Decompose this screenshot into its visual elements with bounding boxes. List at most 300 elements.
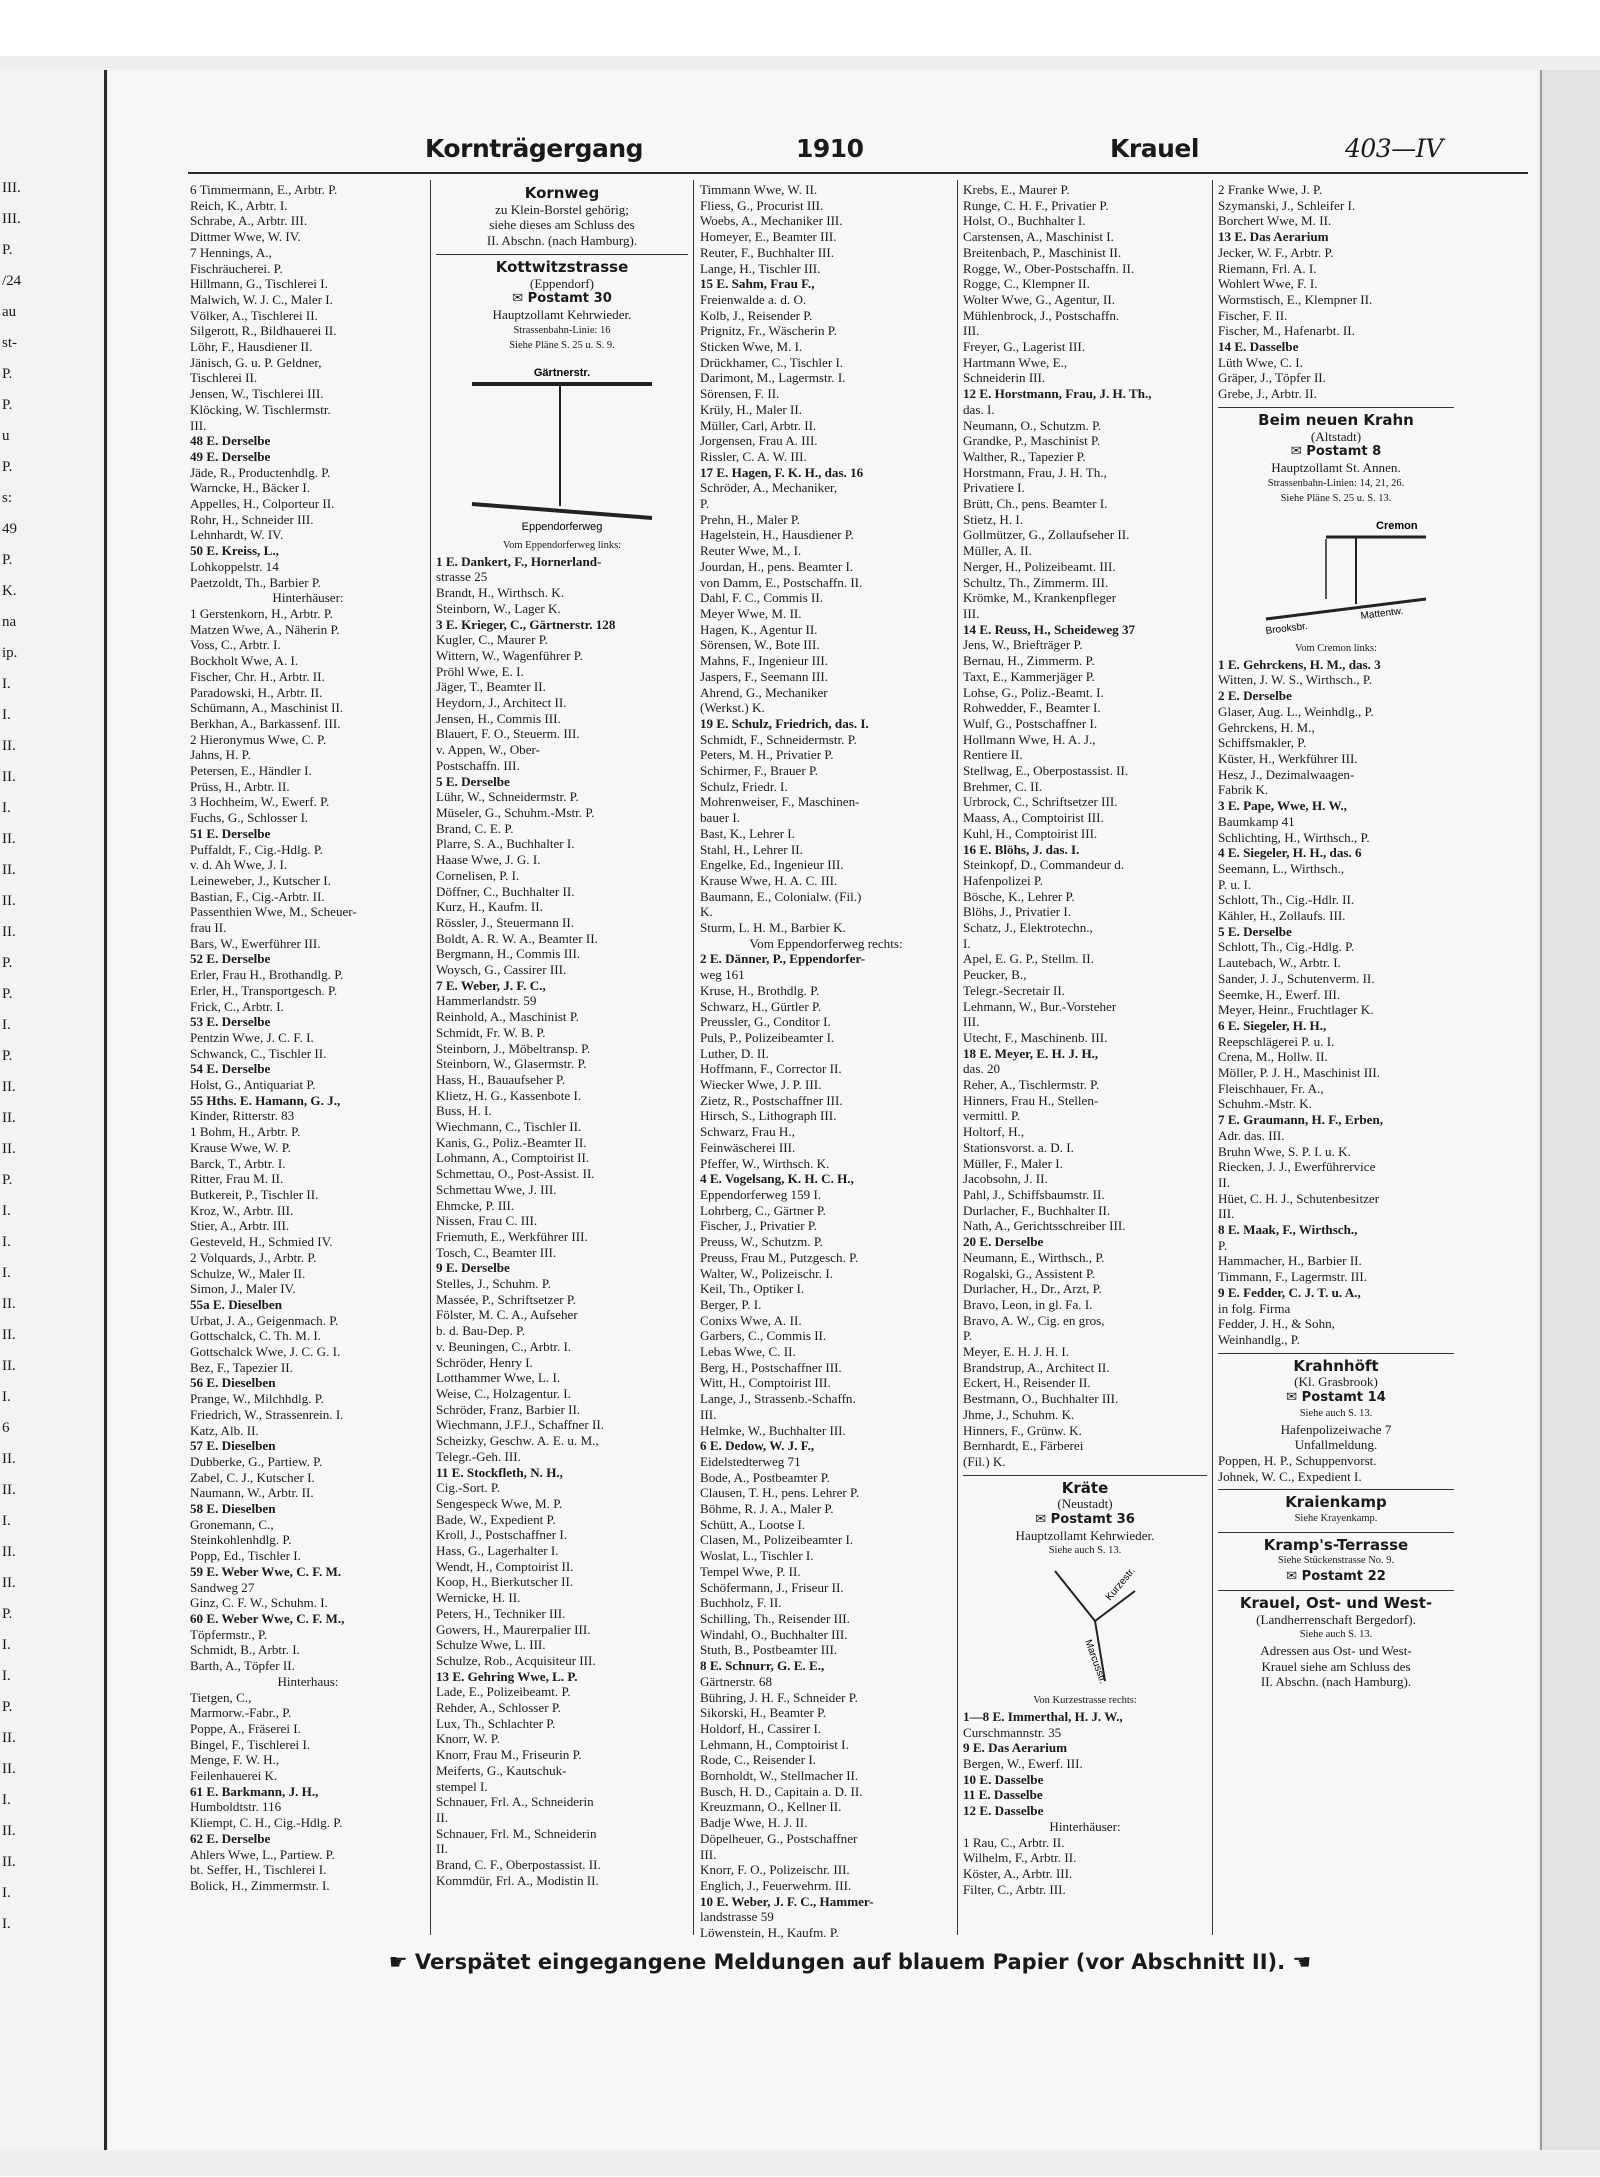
entry-line: 3 E. Pape, Wwe, H. W., [1218, 798, 1347, 814]
margin-fragment: I. [2, 1885, 11, 1901]
entry-line: 1 Gerstenkorn, H., Arbtr. P. [190, 605, 333, 621]
entry-line: Schulze Wwe, L. III. [436, 1637, 546, 1653]
entry-line: Löhr, F., Hausdiener II. [190, 339, 313, 355]
entry-line: Fischer, Chr. H., Arbtr. II. [190, 668, 325, 684]
entry-line: weg 161 [700, 967, 745, 983]
column-4 [963, 182, 1207, 2045]
margin-fragment: I. [2, 1389, 11, 1405]
entry-line: Tietgen, C., [190, 1689, 252, 1705]
entry-line: Fedder, J. H., & Sohn, [1218, 1316, 1335, 1332]
entry-line: Sörensen, F. II. [700, 386, 780, 402]
entry-line: Bergmann, H., Commis III. [436, 946, 581, 962]
entry-line: Apel, E. G. P., Stellm. II. [963, 951, 1094, 967]
entry-line: Rogge, C., Klempner II. [963, 276, 1090, 292]
entry-list [1218, 182, 1454, 402]
entry-line: Pahl, J., Schiffsbaumstr. II. [963, 1187, 1105, 1202]
entry-line: Freienwalde a. d. O. [700, 291, 807, 307]
post-office-label: ✉ Postamt 14 [1286, 1390, 1386, 1406]
entry-line: Poppe, A., Fräserei I. [190, 1720, 301, 1736]
entry-line: Hartmann Wwe, E., [963, 354, 1068, 370]
customs-office-label: Hauptzollamt Kehrwieder. [492, 306, 632, 322]
entry-line: Timmann, F., Lagermstr. III. [1218, 1269, 1368, 1285]
entry-line: Koop, H., Bierkutscher II. [436, 1574, 574, 1590]
postbox-icon: ✉ [1290, 444, 1307, 460]
entry-line: Wilhelm, F., Arbtr. II. [963, 1850, 1077, 1866]
entry-line: III. [963, 1014, 980, 1030]
entry-line: Steinborn, W., Lager K. [436, 600, 561, 616]
entry-line: Wiecker Wwe, J. P. III. [700, 1077, 822, 1093]
entry-line: Puls, P., Polizeibeamter I. [700, 1029, 835, 1045]
entry-line: 20 E. Derselbe [963, 1234, 1044, 1250]
entry-line: Naumann, W., Arbtr. II. [190, 1485, 314, 1501]
entry-line: Unfallmeldung. [1294, 1437, 1378, 1453]
entry-line: Klietz, H. G., Kassenbote I. [436, 1087, 582, 1103]
entry-line: Pröhl Wwe, E. I. [436, 663, 524, 679]
see-also-label: Siehe auch S. 13. [1299, 1407, 1373, 1419]
entry-line: Schlichting, H., Wirthsch., P. [1218, 829, 1370, 845]
customs-office-label: Hauptzollamt Kehrwieder. [1015, 1527, 1155, 1543]
entry-line: Seemann, L., Wirthsch., [1218, 860, 1345, 876]
entry-line: v. d. Ah Wwe, J. I. [190, 857, 288, 873]
entry-line: Fabrik K. [1218, 782, 1269, 798]
entry-line: Meyer, Heinr., Fruchtlager K. [1218, 1002, 1374, 1018]
entry-line: Feilenhauerei K. [190, 1768, 278, 1784]
kornweg-note [436, 202, 688, 249]
entry-line: Timmann Wwe, W. II. [700, 182, 818, 197]
entry-line: I. [963, 935, 971, 951]
entry-line: Erler, Frau H., Brothandlg. P. [190, 967, 344, 983]
entry-line: Bars, W., Ewerführer III. [190, 935, 321, 951]
entry-line: 1 Bohm, H., Arbtr. P. [190, 1124, 301, 1140]
section-rule [1218, 1353, 1454, 1354]
entry-line: Eppendorferweg 159 I. [700, 1187, 822, 1202]
entry-line: Schulz, Friedr. I. [700, 778, 788, 794]
entry-line: Reich, K., Arbtr. I. [190, 197, 288, 213]
entry-line: 10 E. Dasselbe [963, 1771, 1044, 1787]
margin-fragment: II. [2, 1575, 16, 1591]
entry-line: Weinhandlg., P. [1218, 1332, 1300, 1347]
entry-line: Schmidt, Fr. W. B. P. [436, 1024, 546, 1040]
entry-line: Barth, A., Töpfer II. [190, 1658, 295, 1674]
entry-line: das. 20 [963, 1061, 1001, 1077]
section-rule [1218, 1532, 1454, 1533]
entry-line: 55a E. Dieselben [190, 1296, 283, 1312]
margin-fragment: P. [2, 366, 13, 382]
entry-list [1218, 1453, 1454, 1484]
postbox-icon: ✉ [1035, 1512, 1051, 1528]
entry-line: Holst, O., Buchhalter I. [963, 213, 1086, 229]
entry-line: Dahl, F. C., Commis II. [700, 590, 823, 606]
tram-line-label: Strassenbahn-Linie: 16 [513, 324, 611, 336]
entry-line: Meiferts, G., Kautschuk- [436, 1762, 567, 1778]
entry-line: Kolb, J., Reisender P. [700, 307, 813, 323]
entry-line: Matzen Wwe, A., Näherin P. [190, 621, 340, 637]
entry-line: Humboldtstr. 116 [190, 1799, 282, 1815]
entry-line: Bühring, J. H. F., Schneider P. [700, 1689, 858, 1705]
entry-line: Fischräucherei. P. [190, 260, 283, 276]
street-title-kraete: Kräte [1061, 1478, 1109, 1497]
margin-fragment: P. [2, 1048, 13, 1064]
entry-line: Lotthammer Wwe, L. I. [436, 1370, 561, 1386]
entry-line: Poppen, H. P., Schuppenvorst. [1218, 1452, 1377, 1468]
entry-line: Grebe, J., Arbtr. II. [1218, 386, 1317, 402]
entry-line: Prange, W., Milchhdlg. P. [190, 1391, 324, 1407]
entry-line: Schnauer, Frl. A., Schneiderin [436, 1794, 594, 1810]
entry-line: Boldt, A. R. W. A., Beamter II. [436, 930, 598, 946]
entry-line: Krebs, E., Maurer P. [963, 182, 1070, 197]
entry-line: Walter, W., Polizeischr. I. [700, 1265, 833, 1281]
entry-line: Friedrich, W., Strassenrein. I. [190, 1406, 344, 1422]
margin-fragment: I. [2, 1234, 11, 1250]
entry-line: Wormstisch, E., Klempner II. [1218, 291, 1373, 307]
entry-line: Schultz, Th., Zimmerm. III. [963, 574, 1109, 590]
entry-line: Schnauer, Frl. M., Schneiderin [436, 1825, 597, 1841]
entry-line: III. [190, 417, 207, 433]
margin-fragment: I. [2, 1017, 11, 1033]
entry-line: Cornelisen, P. I. [436, 867, 520, 883]
entry-line: Voss, C., Arbtr. I. [190, 637, 281, 653]
header-page-number: 403—IV [1345, 134, 1443, 163]
entry-line: Frick, C., Arbtr. I. [190, 998, 284, 1014]
entry-line: Wendt, H., Comptoirist II. [436, 1558, 574, 1574]
map-reference-label: Siehe Pläne S. 25 u. S. 9. [509, 340, 615, 352]
entry-line: Stahl, H., Lehrer II. [700, 841, 803, 857]
entry-line: Schlott, Th., Cig.-Hdlr. II. [1218, 892, 1355, 908]
entry-line: Krüly, H., Maler II. [700, 401, 803, 417]
margin-fragment: I. [2, 676, 11, 692]
margin-fragment: 6 [2, 1420, 10, 1436]
entry-line: 7 E. Weber, J. F. C., [436, 977, 546, 993]
entry-line: Hillmann, G., Tischlerei I. [190, 276, 328, 292]
entry-line: Weise, C., Holzagentur. I. [436, 1386, 571, 1401]
entry-line: III. [700, 1846, 717, 1862]
margin-fragment: P. [2, 1606, 13, 1622]
entry-line: Johnek, W. C., Expedient I. [1218, 1468, 1362, 1484]
entry-line: Heydorn, J., Architect II. [436, 695, 567, 711]
entry-line: Reuter, F., Buchhalter III. [700, 244, 835, 260]
section-rule [1218, 1590, 1454, 1591]
entry-line: Lehmann, W., Bur.-Vorsteher [963, 998, 1117, 1014]
entry-line: 8 E. Schnurr, G. E. E., [700, 1658, 825, 1674]
entry-line: Preuss, Frau M., Putzgesch. P. [700, 1249, 859, 1265]
entry-line: Woebs, A., Mechaniker III. [700, 213, 843, 229]
entry-line: 2 Hieronymus Wwe, C. P. [190, 731, 327, 747]
entry-line: Hinners, Frau H., Stellen- [963, 1092, 1099, 1108]
entry-line: Homeyer, E., Beamter III. [700, 229, 837, 245]
entry-line: Schröder, Franz, Barbier II. [436, 1401, 581, 1417]
entry-line: Sander, J. J., Schutenverm. II. [1218, 970, 1375, 986]
entry-line: Lux, Th., Schlachter P. [436, 1715, 556, 1731]
tram-line-label: Strassenbahn-Linien: 14, 21, 26. [1267, 477, 1405, 489]
direction-label: Vom Eppendorferweg links: [502, 540, 622, 552]
map-label-kurzestr: Kurzestr. [1103, 1565, 1138, 1604]
entry-line: Rössler, J., Steuermann II. [436, 914, 575, 930]
entry-line: Schlott, Th., Cig.-Hdlg. P. [1218, 939, 1355, 955]
entry-line: 7 Hennings, A., [190, 244, 272, 260]
entry-line: Telegr.-Secretair II. [963, 982, 1065, 998]
entry-line: 12 E. Horstmann, Frau, J. H. Th., [963, 386, 1152, 402]
margin-fragment: I. [2, 1792, 11, 1808]
entry-line: Wernicke, H. II. [436, 1590, 521, 1606]
entry-line: II. Abschn. (nach Hamburg). [1260, 1674, 1412, 1690]
entry-line: Riecken, J. J., Ewerführervice [1218, 1159, 1376, 1175]
street-map-kraete [985, 1561, 1185, 1691]
margin-fragment: K. [2, 583, 17, 599]
entry-line: Schiffsmakler, P. [1218, 735, 1307, 751]
entry-line: Haase Wwe, J. G. I. [436, 852, 541, 868]
street-title-kottwitzstrasse: Kottwitzstrasse [495, 257, 629, 276]
entry-line: Brehmer, C. II. [963, 778, 1043, 794]
entry-line: Mohrenweiser, F., Maschinen- [700, 794, 860, 810]
street-title-kramps-terrasse: Kramp's-Terrasse [1263, 1535, 1409, 1554]
entry-line: von Damm, E., Postschaffn. II. [700, 574, 863, 590]
entry-line: Fischer, J., Privatier P. [700, 1218, 817, 1234]
map-label-eppendorferweg: Eppendorferweg [521, 521, 603, 534]
entry-line: Schöfermann, J., Friseur II. [700, 1579, 844, 1595]
entry-line: Sörensen, W., Bote III. [700, 637, 820, 653]
entry-line: Prüss, H., Arbtr. II. [190, 778, 290, 794]
entry-line: Jäger, T., Beamter II. [436, 679, 546, 695]
entry-line: 59 E. Weber Wwe, C. F. M. [190, 1563, 342, 1579]
entry-line: Lohkoppelstr. 14 [190, 558, 279, 574]
margin-fragment: II. [2, 1823, 16, 1839]
entry-line: 17 E. Hagen, F. K. H., das. 16 [700, 464, 864, 480]
entry-line: Mühlenbrock, J., Postschaffn. [963, 307, 1120, 323]
margin-fragment: II. [2, 1761, 16, 1777]
entry-line: Lüth Wwe, C. I. [1218, 354, 1303, 370]
margin-fragment: II. [2, 924, 16, 940]
entry-line: Krömke, M., Krankenpfleger [963, 590, 1117, 606]
map-label-gaertnerstr: Gärtnerstr. [533, 367, 591, 380]
entry-line: 4 E. Vogelsang, K. H. C. H., [700, 1171, 854, 1187]
footer-notice: ☛ Verspätet eingegangene Meldungen auf blauem Papier (vor Abschnitt II). ☚ [388, 1950, 1312, 1974]
entry-line: Kugler, C., Maurer P. [436, 632, 548, 648]
entry-line: 11 E. Dasselbe [963, 1787, 1043, 1803]
entry-line: Gottschalck, C. Th. M. I. [190, 1328, 322, 1344]
margin-fragment: P. [2, 986, 13, 1002]
entry-line: Hagen, K., Agentur II. [700, 621, 818, 637]
margin-fragment: II. [2, 1482, 16, 1498]
entry-line: Clasen, M., Polizeibeamter I. [700, 1532, 854, 1548]
entry-line: 51 E. Derselbe [190, 825, 271, 841]
entry-line: Woysch, G., Cassirer III. [436, 962, 567, 978]
entry-line: Schwarz, H., Gürtler P. [700, 998, 822, 1014]
entry-line: Krauel siehe am Schluss des [1261, 1658, 1411, 1674]
entry-line: Adressen aus Ost- und West- [1260, 1642, 1412, 1658]
entry-line: Schuhm.-Mstr. K. [1218, 1096, 1312, 1112]
entry-line: Bornholdt, W., Stellmacher II. [700, 1768, 859, 1784]
entry-line: Müller, Carl, Arbtr. II. [700, 417, 817, 433]
margin-fragment: P. [2, 459, 13, 475]
margin-fragment: u [2, 428, 10, 444]
entry-line: Krause Wwe, W. P. [190, 1139, 291, 1155]
margin-fragment: II. [2, 1358, 16, 1374]
entry-line: Simon, J., Maler IV. [190, 1281, 296, 1297]
entry-line: das. I. [963, 401, 995, 417]
entry-line: Hass, H., Bauaufseher P. [436, 1071, 566, 1087]
entry-line: Helmke, W., Buchhalter III. [700, 1422, 846, 1438]
margin-fragment: I. [2, 800, 11, 816]
entry-line: Durlacher, F., Buchhalter II. [963, 1202, 1111, 1218]
margin-fragment: st- [2, 335, 17, 351]
column-rule [957, 180, 958, 1935]
margin-fragment: I. [2, 1513, 11, 1529]
entry-line: 12 E. Dasselbe [963, 1803, 1044, 1819]
entry-line: Butkereit, P., Tischler II. [190, 1187, 319, 1202]
entry-line: Paradowski, H., Arbtr. II. [190, 684, 323, 700]
entry-line: Preussler, G., Conditor I. [700, 1014, 831, 1030]
entry-line: Bingel, F., Tischlerei I. [190, 1736, 311, 1752]
column-rule [693, 180, 694, 1935]
entry-line: Englich, J., Feuerwehrm. III. [700, 1877, 852, 1893]
customs-office-label: Hauptzollamt St. Annen. [1271, 459, 1401, 475]
entry-line: Berg, H., Postschaffner III. [700, 1359, 842, 1375]
entry-line: III. [1218, 1206, 1235, 1222]
direction-label: Von Kurzestrasse rechts: [1033, 1695, 1137, 1707]
entry-line: Nerger, H., Polizeibeamt. III. [963, 558, 1116, 574]
entry-line: 10 E. Weber, J. F. C., Hammer- [700, 1893, 874, 1909]
entry-line: Schwarz, Frau H., [700, 1124, 795, 1140]
entry-line: Nissen, Frau C. III. [436, 1213, 538, 1229]
section-rule [436, 254, 688, 255]
entry-line: Pfeffer, W., Wirthsch. K. [700, 1155, 830, 1171]
entry-line: 54 E. Derselbe [190, 1061, 271, 1077]
entry-line: 1 Rau, C., Arbtr. II. [963, 1834, 1065, 1850]
column-2 [436, 182, 688, 2045]
entry-line: Runge, C. H. F., Privatier P. [963, 197, 1109, 213]
entry-line: Fischer, F. II. [1218, 307, 1288, 323]
entry-line: Hesz, J., Dezimalwaagen- [1218, 766, 1355, 782]
entry-line: Lange, H., Tischler III. [700, 260, 821, 276]
entry-line: Bösche, K., Lehrer P. [963, 888, 1075, 904]
margin-fragment: II. [2, 738, 16, 754]
entry-line: 7 E. Graumann, H. F., Erben, [1218, 1112, 1384, 1128]
entry-line: Schrabe, A., Arbtr. III. [190, 213, 308, 229]
entry-list [1218, 657, 1454, 1348]
entry-line: Wiechmann, C., Tischler II. [436, 1119, 582, 1135]
entry-line: Kreuzmann, O., Kellner II. [700, 1799, 842, 1815]
entry-line: Gronemann, C., [190, 1516, 274, 1532]
entry-line: Passenthien Wwe, M., Scheuer- [190, 904, 357, 920]
entry-line: Popp, Ed., Tischler I. [190, 1548, 301, 1564]
margin-fragment: /24 [2, 273, 22, 289]
entry-line: Jensen, H., Commis III. [436, 710, 561, 726]
entry-line: Urbrock, C., Schriftsetzer III. [963, 794, 1118, 810]
entry-line: Kroz, W., Arbtr. III. [190, 1202, 294, 1218]
entry-line: P. [700, 496, 710, 512]
entry-line: Rohwedder, F., Beamter I. [963, 700, 1101, 716]
entry-line: Peters, H., Techniker III. [436, 1605, 566, 1621]
entry-line: 61 E. Barkmann, J. H., [190, 1783, 319, 1799]
entry-line: Jhme, J., Schuhm. K. [963, 1406, 1075, 1422]
entry-line: Engelke, Ed., Ingenieur III. [700, 857, 844, 873]
entry-line: Plarre, S. A., Buchhalter I. [436, 836, 575, 852]
entry-line: Jacobsohn, J. II. [963, 1171, 1048, 1187]
entry-line: Schmettau Wwe, J. III. [436, 1181, 557, 1197]
entry-line: Peters, M. H., Privatier P. [700, 747, 834, 763]
street-map-kottwitzstrasse [452, 356, 672, 536]
entry-line: frau II. [190, 920, 227, 936]
entry-line: Stuth, B., Postbeamter III. [700, 1642, 838, 1658]
entry-line: 11 E. Stockfleth, N. H., [436, 1464, 563, 1480]
entry-line: Erler, H., Transportgesch. P. [190, 982, 338, 998]
entry-line: Witten, J. W. S., Wirthsch., P. [1218, 672, 1373, 688]
entry-line: 1 E. Gehrckens, H. M., das. 3 [1218, 656, 1381, 672]
entry-line: II. [436, 1809, 448, 1825]
entry-line: Steinborn, J., Möbeltransp. P. [436, 1040, 591, 1056]
margin-fragment: P. [2, 397, 13, 413]
entry-line: Lade, E., Polizeibeamt. P. [436, 1684, 571, 1700]
entry-line: vermittl. P. [963, 1108, 1021, 1124]
entry-line: Gottschalck Wwe, J. C. G. I. [190, 1344, 341, 1360]
entry-line: 16 E. Blöhs, J. das. I. [963, 841, 1080, 857]
entry-line: Jaspers, F., Seemann III. [700, 668, 829, 684]
street-title-krauel: Krauel, Ost- und West- [1239, 1593, 1433, 1612]
entry-line: Stellwag, E., Oberpostassist. II. [963, 763, 1129, 779]
entry-line: Rissler, C. A. W. III. [700, 448, 807, 464]
entry-line: 14 E. Reuss, H., Scheideweg 37 [963, 621, 1136, 637]
entry-line: Lohrberg, C., Gärtner P. [700, 1202, 826, 1218]
entry-line: 6 E. Dedow, W. J. F., [700, 1438, 815, 1454]
entry-line: Gesteveld, H., Schmied IV. [190, 1234, 333, 1250]
entry-line: II. [436, 1841, 448, 1857]
see-also-label: Siehe auch S. 13. [1048, 1545, 1122, 1557]
entry-line: Steinkohlenhdlg. P. [190, 1532, 292, 1548]
entry-line: Schulze, W., Maler II. [190, 1265, 306, 1281]
entry-line: (Fil.) K. [963, 1453, 1006, 1469]
entry-line: Jahns, H. P. [190, 747, 251, 763]
map-label-cremon: Cremon [1376, 520, 1418, 533]
entry-line: Blöhs, J., Privatier I. [963, 904, 1072, 920]
entry-line: Blauert, F. O., Steuerm. III. [436, 726, 580, 742]
direction-label: Vom Cremon links: [1294, 643, 1378, 655]
see-also-label: Siehe Stückenstrasse No. 9. [1277, 1555, 1395, 1567]
entry-line: Durlacher, H., Dr., Arzt, P. [963, 1281, 1102, 1297]
entry-line: Brütt, Ch., pens. Beamter I. [963, 496, 1108, 512]
post-office-label: ✉ Postamt 8 [1290, 444, 1382, 460]
entry-line: (Werkst.) K. [700, 700, 765, 716]
entry-line: Schilling, Th., Reisender III. [700, 1610, 850, 1626]
entry-line: 3 Hochheim, W., Ewerf. P. [190, 794, 330, 810]
entry-line: Hafenpolizei P. [963, 872, 1043, 888]
entry-line: 1 E. Dankert, F., Hornerland- [436, 553, 602, 569]
entry-line: Taxt, E., Kammerjäger P. [963, 668, 1095, 684]
entry-line: Kurz, H., Kaufm. II. [436, 899, 543, 915]
margin-fragment: I. [2, 707, 11, 723]
entry-line: stempel I. [436, 1778, 488, 1794]
entry-line: 19 E. Schulz, Friedrich, das. I. [700, 715, 869, 731]
margin-fragment: P. [2, 552, 13, 568]
entry-line: III. [963, 323, 980, 339]
entry-line: Dubberke, G., Partiew. P. [190, 1453, 323, 1469]
entry-line: 14 E. Dasselbe [1218, 339, 1299, 355]
entry-line: Darimont, M., Lagermstr. I. [700, 370, 846, 386]
entry-line: Friemuth, E., Werkführer III. [436, 1228, 588, 1244]
margin-fragment: II. [2, 1451, 16, 1467]
entry-line: Kähler, H., Zollaufs. III. [1218, 908, 1346, 924]
entry-line: 55 Hths. E. Hamann, G. J., [190, 1092, 341, 1108]
entry-line: Barck, T., Arbtr. I. [190, 1155, 286, 1171]
pointing-hand-icon: ☛ [388, 1950, 415, 1974]
entry-line: Eidelstedterweg 71 [700, 1453, 801, 1469]
entry-line: Stietz, H. I. [963, 511, 1024, 527]
entry-line: Rogalski, G., Assistent P. [963, 1265, 1096, 1281]
entry-line: Baumkamp 41 [1218, 813, 1295, 829]
entry-line: Kliempt, C. H., Cig.-Hdlg. P. [190, 1815, 343, 1831]
entry-line: Fölster, M. C. A., Aufseher [436, 1307, 578, 1323]
entry-line: Garbers, C., Commis II. [700, 1328, 827, 1344]
entry-line: Gehrckens, H. M., [1218, 719, 1315, 735]
